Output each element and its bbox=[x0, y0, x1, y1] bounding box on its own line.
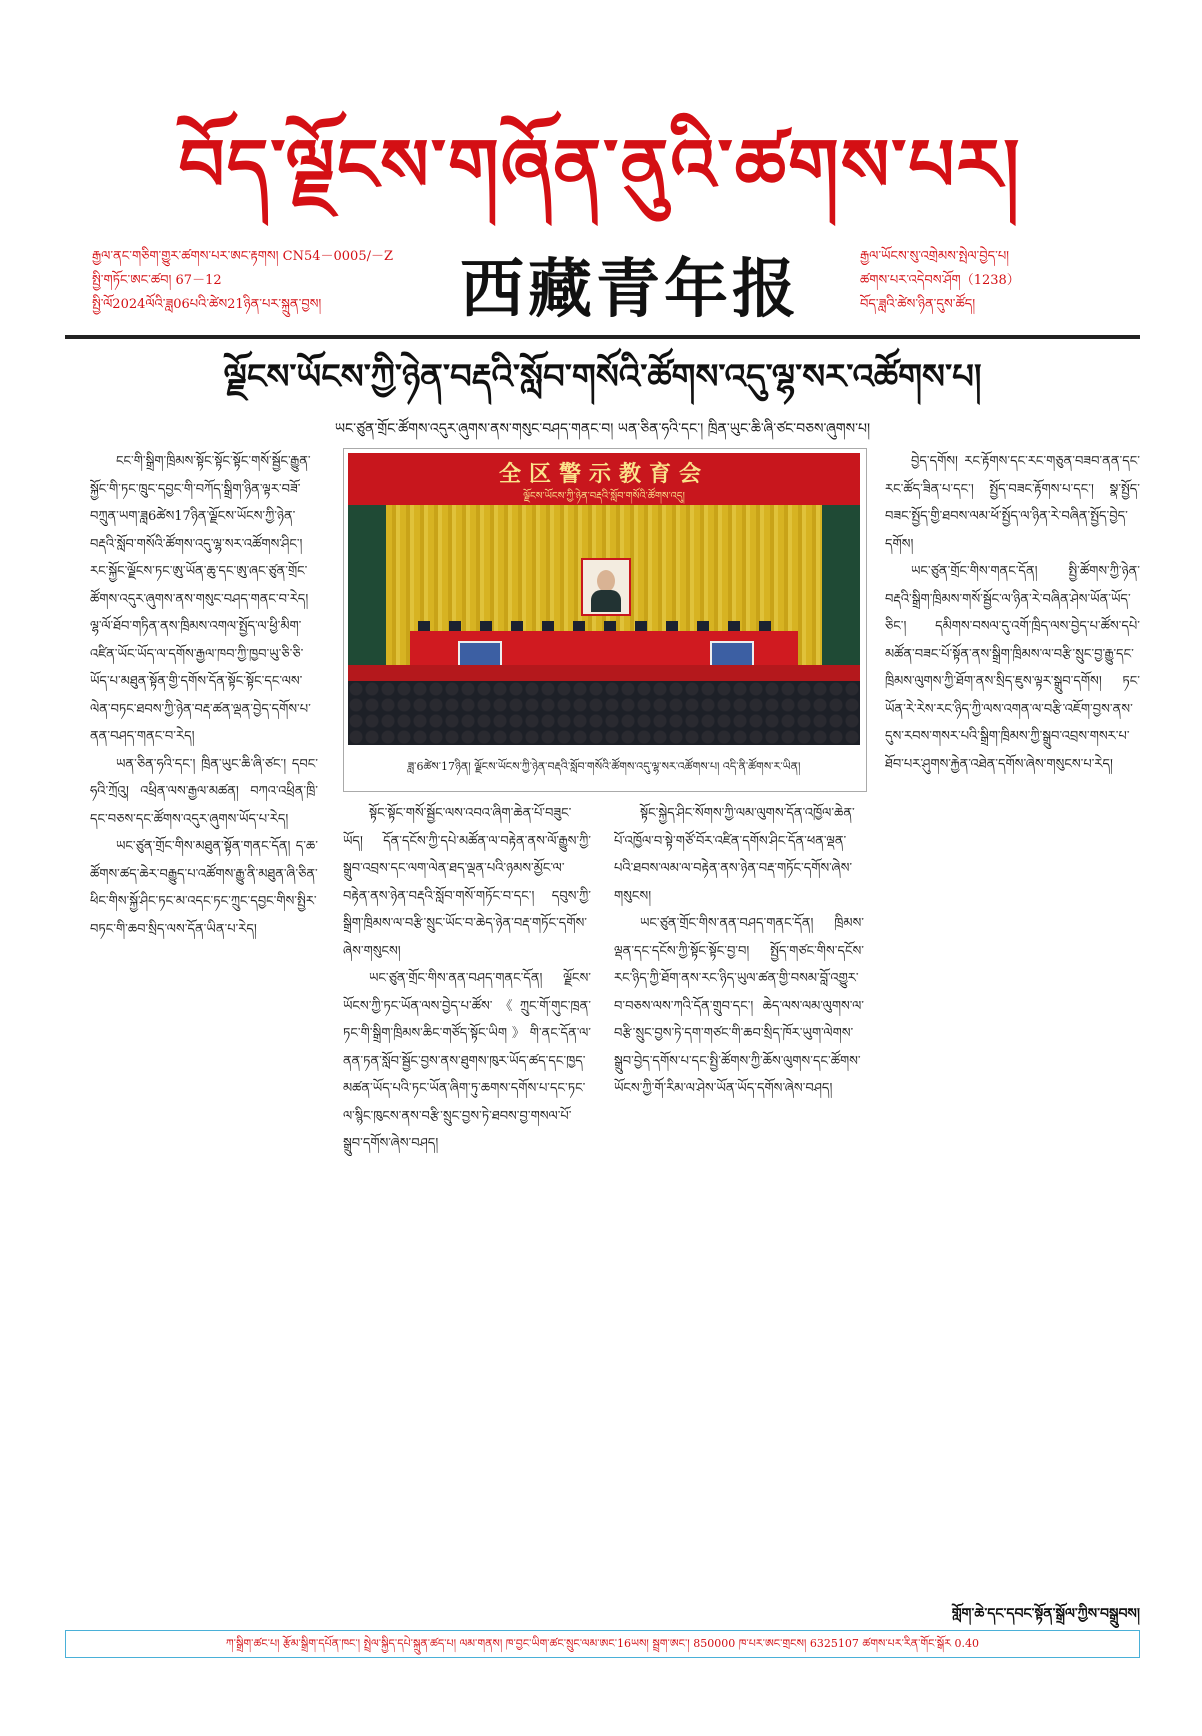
subscription-line: ཚགས་པར་འདེབས་ཤོག（1238） bbox=[860, 273, 1020, 288]
issn-line: རྒྱལ་ནང་གཅིག་གྱུར་ཚགས་པར་ཨང་རྟགས། CN54－0005/－Z bbox=[92, 249, 394, 264]
banner-tibetan-text: ལྗོངས་ཡོངས་ཀྱི་ཉེན་བརྡའི་སློབ་གསོའི་ཚོགས་འདུ། bbox=[523, 491, 685, 502]
main-headline: ལྗོངས་ཡོངས་ཀྱི་ཉེན་བརྡའི་སློབ་གསོའི་ཚོགས་འདུ་ལྷ་སར་འཚོགས་པ། bbox=[223, 357, 982, 397]
article-column-4 bbox=[885, 448, 1140, 1588]
paragraph: ཡང་ཙུན་གྲོང་གིས་མཐུན་སྟོན་གནང་དོན། ད་ཆ་ཚོགས་ཚད་ཆེར་བརྒྱུད་པ་འཚོགས་རྒྱུ་ནི་མཐུན་ཞི་ཅིན་ཕིང་གིས་སྐྱོ་ཤིང་ཏང་མ་འདང་ཏང་ཀྲུང་དབྱང་གིས་སྤྱིར་བཏང་གི་ཆབ་སྲིད་ལས་དོན་ཡིན་པ་རེད། bbox=[90, 839, 318, 937]
paragraph: ཡང་ཙུན་གྲོང་གིས་ནན་བཤད་གནང་དོན། ལྗོངས་ཡོངས་ཀྱི་ཏང་ཡོན་ལས་བྱེད་པ་ཚོས་《ཀྲུང་གོ་གུང་ཁྲན་ཏང་གི་སྒྲིག་ཁྲིམས་ཆིང་གཙོད་སྟོང་ཡིག》གི་ནང་དོན་ལ་ནན་ཏན་སློབ་སྦྱོང་བྱས་ནས་ཐུགས་ཁུར་ཡོད་ཚད་དང་ཁྱད་མཚན་ཡོད་པའི་ཏང་ཡོན་ཞིག་ཏུ་ཆགས་དགོས་པ་དང་ཏང་ལ་སྙིང་ཁུངས་ནས་བརྩི་སྲུང་བྱས་ཏེ་ཐབས་བྱ་གསལ་པོ་སྒྲུབ་དགོས་ཞེས་བཤད། bbox=[343, 971, 591, 1151]
paragraph: ཡང་ཙུན་གྲོང་གིས་ནན་བཤད་གནང་དོན། ཁྲིམས་ལྡན་དང་དངོས་ཀྱི་སྟོང་སྟོང་བྱ་བ། སྤྱོད་གཙང་གིས་དངོས་རང་ཉིད་ཀྱི་ཐོག་ནས་རང་ཉིད་ཡུལ་ཚན་གྱི་བསམ་བློ་འགྱུར་བ་བཅས་ལས་ཀའི་དོན་གྲུབ་དང་། ཆེད་ལས་ལམ་ལུགས་ལ་བརྩི་སྲུང་བྱས་ཏེ་དག་གཙང་གི་ཆབ་སྲིད་ཁོར་ཡུག་ལེགས་སྒྲུབ་བྱེད་དགོས་པ་དང་སྤྱི་ཚོགས་ཀྱི་ཆོས་ལུགས་དང་ཚོགས་ཡོངས་ཀྱི་གོ་རིམ་ལ་ཤེས་ཡོན་ཡོད་དགོས་ཞེས་བཤད། bbox=[614, 916, 864, 1096]
sub-headline: ཡང་ཙུན་གྲོང་ཚོགས་འདུར་ཞུགས་ནས་གསུང་བཤད་གནང་བ། ཡན་ཅིན་ཧའི་དང་། ཁྲིན་ཡུང་ཆི་ཞི་ཙང་བཅས་ཞུགས་པ། bbox=[334, 421, 871, 437]
paragraph: བྱེད་དགོས། རང་རྟོགས་དང་རང་གཅུན་བཟབ་ནན་དང་རང་ཚོད་ཟིན་པ་དང་། སྤྱོད་བཟང་རྟོགས་པ་དང་། སྣ་སྤྱོད་བཟང་སྤྱོད་གྱི་ཐབས་ལམ་ཕོ་སྤྱོད་ལ་ཉིན་རེ་བཞིན་སྤྱོད་བྱེད་དགོས། bbox=[885, 454, 1140, 552]
photo-caption: ཟླ་6ཚེས་17ཉིན། ལྗོངས་ཡོངས་ཀྱི་ཉེན་བརྡའི་སློབ་གསོའི་ཚོགས་འདུ་ལྷ་སར་འཚོགས་པ། འདི་ནི་ཚོགས་ར་ཡིན། bbox=[407, 760, 801, 773]
paragraph: སྟོང་སྐྱེད་ཤིང་སོགས་ཀྱི་ལམ་ལུགས་དོན་འཁྱོལ་ཆེན་པོ་འཁྱོལ་བ་སྟེ་གཙོ་བོར་འཛིན་དགོས་ཤིང་དོན་ཕན་ལྡན་པའི་ཐབས་ལམ་ལ་བརྟེན་ནས་ཉེན་བརྡ་གཏོང་དགོས་ཞེས་གསུངས། bbox=[614, 806, 855, 904]
banner-chinese-text: 全区警示教育会 bbox=[498, 462, 709, 487]
portrait-icon bbox=[581, 558, 631, 616]
masthead-tibetan: བོད་ལྗོངས་གཞོན་ནུའི་ཚགས་པར། bbox=[178, 122, 1022, 207]
screen-icon bbox=[710, 641, 754, 667]
date-line: སྤྱི་ལོ2024ལོའི་ཟླ06པའི་ཚེས21ཉིན་པར་སྐྲུན་བྱས། bbox=[92, 297, 322, 312]
conference-hall-image bbox=[348, 453, 860, 745]
postal-code-line: སྤྱི་གཏོང་ཨང་ཚབ། 67－12 bbox=[92, 273, 222, 288]
imprint-footer: ཀ་སྒྲིག་ཚང་པ། རྩོམ་སྒྲིག་དཔོན་ཁང་། སྤྲེལ་སྐྱིད་དཔེ་སྐྲུན་ཚད་པ། ལམ་གནས། ཁ་བྱང་ཡིག་ཚང་སྲུང་ལམ་ཨང་16ཡས། སྦྲག་ཨང་། 850000 ཁ་པར་ཨང་གྲངས། 6325107 ཚགས་པར་རིན་གོང་སྒོར 0.40 bbox=[65, 1630, 1140, 1658]
distribution-line: རྒྱལ་ཡོངས་སུ་འགྲེམས་སྤེལ་བྱེད་པ། bbox=[860, 249, 1010, 264]
publication-info-right bbox=[860, 245, 1140, 317]
tibetan-date-line: བོད་ཟླའི་ཚེས་ཉིན་དུས་ཚོད། bbox=[860, 297, 976, 312]
paragraph: སྟོང་སྟོང་གསོ་སྦྱོང་ལས་འབའ་ཞིག་ཆེན་པོ་བཟུང་ཡོད། དོན་དངོས་ཀྱི་དཔེ་མཚོན་ལ་བརྟེན་ནས་ལོ་རྒྱུས་ཀྱི་སྒྲུབ་འབྲས་དང་ལག་ལེན་ཐད་ལྡན་པའི་ཉམས་མྱོང་ལ་བརྟེན་ནས་ཉེན་བརྡའི་སློབ་གསོ་གཏོང་བ་དང་། དབུས་ཀྱི་སྒྲིག་ཁྲིམས་ལ་བརྩི་སྲུང་ཡོང་བ་ཆེད་ཉེན་བརྡ་གཏོང་དགོས་ཞེས་གསུངས། bbox=[343, 806, 591, 959]
masthead-chinese: 西藏青年报 bbox=[460, 252, 800, 327]
conference-banner bbox=[348, 453, 860, 505]
paragraph: ཡང་ཙུན་གྲོང་གིས་གནང་དོན། སྤྱི་ཚོགས་ཀྱི་ཉེན་བརྡའི་སྒྲིག་ཁྲིམས་གསོ་སྦྱོང་ལ་ཉིན་རེ་བཞིན་ཤེས་ཡོན་ཡོད་ཅིང་། དམིགས་བསལ་དུ་འགོ་ཁྲིད་ལས་བྱེད་པ་ཚོས་དཔེ་མཚོན་བཟང་པོ་སྟོན་ནས་སྒྲིག་ཁྲིམས་ལ་བརྩི་སྲུང་བྱ་རྒྱུ་དང་ཁྲིམས་ལུགས་ཀྱི་ཐོག་ནས་སྲིད་ཇུས་ལྟར་སྒྲུབ་དགོས། ཏང་ཡོན་རེ་རེས་རང་ཉིད་ཀྱི་ལས་འགན་ལ་བརྩི་འཇོག་བྱས་ནས་དུས་རབས་གསར་པའི་སྒྲིག་ཁྲིམས་ཀྱི་སྒྲུབ་འབྲས་གསར་པ་ཐོབ་པར་ཤུགས་རྐྱེན་འཐེན་དགོས་ཞེས་གསུངས་པ་རེད། bbox=[885, 564, 1140, 772]
article-column-3 bbox=[614, 800, 864, 1598]
screen-icon bbox=[458, 641, 502, 667]
publication-info-left bbox=[92, 245, 432, 317]
paragraph: ངང་གི་སྒྲིག་ཁྲིམས་སྟོང་སྟོང་སྟོང་གསོ་སྦྱོང་རྒྱུན་སྐྱོང་གི་ཏང་ཁྲུང་དབྱང་གི་བཀོད་སྒྲིག་ཉིན་ལྟར་བཟོ་བཀྲུན་ཡག་ཟླ6ཚེས17ཉིན་ལྗོངས་ཡོངས་ཀྱི་ཉེན་བརྡའི་སློབ་གསོའི་ཚོགས་འདུ་ལྷ་སར་འཚོགས་ཤིང༌། རང་སྐྱོང་ལྗོངས་ཏང་ཨུ་ཡོན་ཆུ་དང་ཨུ་ཞང་ཙུན་གྲོང་ཚོགས་འདུར་ཞུགས་ནས་གསུང་བཤད་གནང་བ་རེད། ལྷ་ལོ་ཐོབ་གཏིན་ནས་ཁྲིམས་འགལ་སྤྱོད་ལ་ཕྱི་མིག་འཛིན་ཡོང་ཡོད་ལ་དགོས་རྒྱལ་ཁབ་ཀྱི་ཁྱབ་ཡུ་ཅི་ཅི་ཡོད་པ་མཐུན་སྟོན་གྱི་དགོས་དོན་སྟོང་སྟོང་དང་ལས་ལེན་བཏང་ཐབས་ཀྱི་ཉེན་བརྡ་ཚན་ལྡན་བྱེད་དགོས་པ་ནན་བཤད་གནང་བ་རེད། bbox=[90, 454, 311, 744]
news-photo bbox=[343, 448, 867, 792]
paragraph: ཡན་ཅིན་ཧའི་དང་། ཁྲིན་ཡུང་ཆི་ཞི་ཙང་། དབང་ཧའི་ཀྲོའུ། འཕྲིན་ལས་རྒྱལ་མཚན། བཀའ་འཕྲིན་ཁྲི་དང་བཅས་དང་ཚོགས་འདུར་ཞུགས་ཡོད་པ་རེད། bbox=[90, 756, 318, 827]
byline: གློག་ཆེ་དང་དབང་སྟོན་སྒྲོལ་ཀྱིས་བསྒྲུབས། bbox=[951, 1606, 1140, 1622]
masthead-divider bbox=[65, 335, 1140, 339]
article-column-1 bbox=[90, 448, 318, 1598]
audience bbox=[348, 681, 860, 745]
article-column-2 bbox=[343, 800, 591, 1598]
